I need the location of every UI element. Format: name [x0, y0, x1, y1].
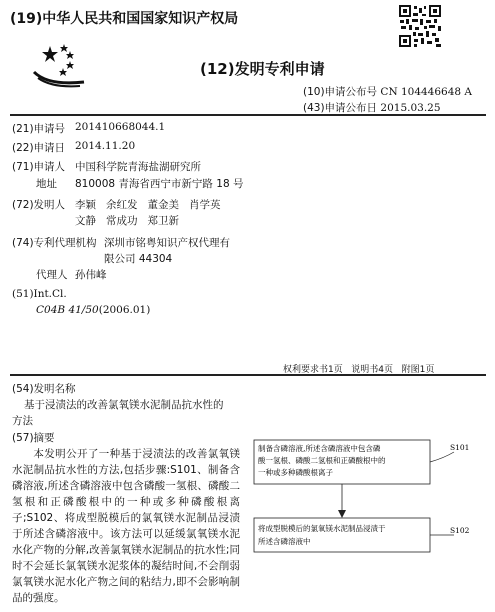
issuing-office: (19)中华人民共和国国家知识产权局 [10, 11, 239, 27]
s101-leader-line [430, 452, 454, 462]
qr-code [398, 4, 442, 48]
step-s102-line-1: 将成型脱模后的氯氧镁水泥制品浸渍于 [258, 524, 386, 533]
application-date-label: (22)申请日 [12, 142, 66, 154]
invention-title-line-1: 基于浸渍法的改善氯氧镁水泥制品抗水性的 [24, 399, 224, 411]
middle-rule [10, 374, 486, 376]
agent-label: 代理人 [36, 269, 68, 281]
application-number: 201410668044.1 [75, 121, 166, 133]
inventors-line-1: 李颖 余红发 董金美 肖学英 [75, 199, 221, 211]
step-s101-line-2: 酸一氢根、磷酸二氢根和正磷酸根中的 [258, 456, 386, 465]
int-cl-version: (2006.01) [98, 304, 151, 316]
step-s101-tag: S101 [450, 443, 470, 452]
step-s101-line-1: 制备含磷溶液,所述含磷溶液中包含磷 [258, 444, 381, 453]
abstract-body: 本发明公开了一种基于浸渍法的改善氯氧镁水泥制品抗水性的方法,包括步骤:S101、制备含磷溶液,所述含磷溶液中包含磷酸一氢根、磷酸二氢根和正磷酸根中的一种或多种磷酸根离子;S102、将成型脱模后的氯氧镁水泥制品浸渍于所述含磷溶液中。该方法可以延缓氯氧镁水泥水化产物的分解,改善氯氧镁水泥制品的抗水性;同时不会延长氯氧镁水泥浆体的凝结时间,不会削弱氯氧镁水泥水化产物之间的粘结力,即不会影响制品的强度。 [12, 448, 240, 604]
inventors-line-2: 文静 常成功 郑卫新 [75, 215, 180, 227]
page-counts: 权利要求书1页 说明书4页 附图1页 [283, 365, 435, 375]
step-s101-line-3: 一种或多种磷酸根离子 [258, 468, 333, 477]
document-type: (12)发明专利申请 [200, 60, 325, 78]
agent: 孙伟峰 [75, 269, 107, 281]
invention-title-line-2: 方法 [12, 415, 33, 427]
step-s102-tag: S102 [450, 526, 470, 535]
flow-arrow-head [338, 510, 346, 518]
agency-line-1: 深圳市铭粤知识产权代理有 [104, 237, 230, 249]
header-rule [10, 114, 486, 116]
agency-label: (74)专利代理机构 [12, 237, 97, 249]
publication-number-row [303, 84, 472, 99]
int-cl-code: C04B 41/50 [36, 304, 99, 316]
address: 810008 青海省西宁市新宁路 18 号 [75, 178, 244, 190]
step-s102-line-2: 所述含磷溶液中 [258, 537, 311, 546]
inventor-label: (72)发明人 [12, 199, 66, 211]
publication-date-label: (43)申请公布日 [303, 102, 378, 114]
invention-title-label: (54)发明名称 [12, 383, 76, 395]
method-flowchart [244, 436, 492, 608]
applicant: 中国科学院青海盐湖研究所 [75, 161, 201, 173]
address-label: 地址 [36, 178, 57, 190]
application-number-label: (21)申请号 [12, 123, 66, 135]
abstract-text [12, 446, 240, 606]
publication-number: CN 104446648 A [380, 86, 473, 98]
applicant-label: (71)申请人 [12, 161, 66, 173]
int-cl-label: (51)Int.Cl. [12, 288, 67, 300]
publication-date: 2015.03.25 [380, 102, 441, 114]
int-cl-entry [36, 304, 150, 316]
publication-number-label: (10)申请公布号 [303, 86, 378, 98]
abstract-label: (57)摘要 [12, 432, 55, 444]
application-date: 2014.11.20 [75, 140, 136, 152]
publication-date-row [303, 100, 441, 115]
cnipa-emblem [30, 42, 88, 90]
agency-line-2: 限公司 44304 [104, 253, 173, 265]
